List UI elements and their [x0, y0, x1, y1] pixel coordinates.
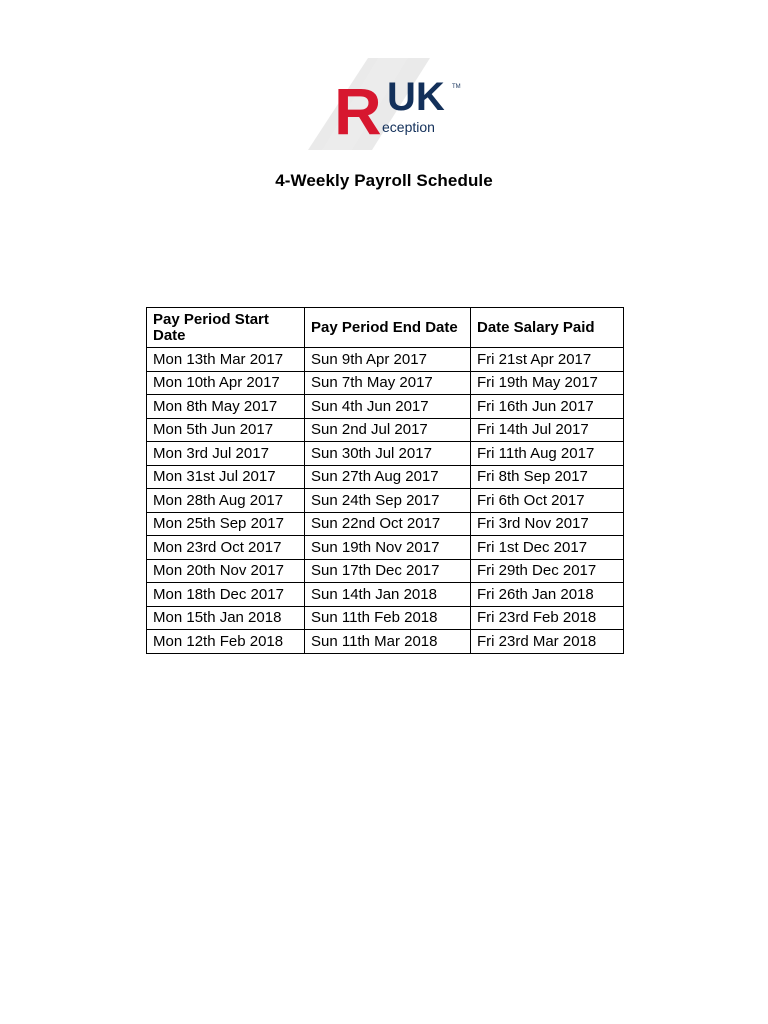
table-header-row: [147, 308, 624, 348]
table-row: [147, 512, 624, 536]
svg-text:TM: TM: [452, 84, 461, 90]
start-date-cell: Mon 28th Aug 2017: [147, 489, 305, 513]
end-date-cell: Sun 30th Jul 2017: [305, 442, 471, 466]
table-row: [147, 489, 624, 513]
table-row: [147, 465, 624, 489]
column-header-salary-paid: Date Salary Paid: [471, 308, 624, 348]
end-date-cell: Sun 19th Nov 2017: [305, 536, 471, 560]
start-date-cell: Mon 10th Apr 2017: [147, 371, 305, 395]
salary-paid-cell: Fri 23rd Feb 2018: [471, 606, 624, 630]
start-date-cell: Mon 13th Mar 2017: [147, 348, 305, 372]
table-row: [147, 418, 624, 442]
end-date-cell: Sun 9th Apr 2017: [305, 348, 471, 372]
end-date-cell: Sun 17th Dec 2017: [305, 559, 471, 583]
svg-text:UK: UK: [387, 75, 445, 119]
start-date-cell: Mon 3rd Jul 2017: [147, 442, 305, 466]
column-header-end-date: Pay Period End Date: [305, 308, 471, 348]
start-date-cell: Mon 18th Dec 2017: [147, 583, 305, 607]
start-date-cell: Mon 20th Nov 2017: [147, 559, 305, 583]
salary-paid-cell: Fri 1st Dec 2017: [471, 536, 624, 560]
start-date-cell: Mon 12th Feb 2018: [147, 630, 305, 654]
svg-text:eception: eception: [382, 119, 435, 135]
salary-paid-cell: Fri 26th Jan 2018: [471, 583, 624, 607]
end-date-cell: Sun 22nd Oct 2017: [305, 512, 471, 536]
start-date-cell: Mon 5th Jun 2017: [147, 418, 305, 442]
table-row: [147, 606, 624, 630]
table-row: [147, 442, 624, 466]
table-row: [147, 395, 624, 419]
salary-paid-cell: Fri 16th Jun 2017: [471, 395, 624, 419]
salary-paid-cell: Fri 11th Aug 2017: [471, 442, 624, 466]
end-date-cell: Sun 14th Jan 2018: [305, 583, 471, 607]
start-date-cell: Mon 25th Sep 2017: [147, 512, 305, 536]
table-row: [147, 348, 624, 372]
table-row: [147, 371, 624, 395]
salary-paid-cell: Fri 21st Apr 2017: [471, 348, 624, 372]
page-title: 4-Weekly Payroll Schedule: [275, 171, 493, 190]
start-date-cell: Mon 8th May 2017: [147, 395, 305, 419]
table-row: [147, 536, 624, 560]
payroll-schedule-table: [146, 307, 624, 654]
start-date-cell: Mon 31st Jul 2017: [147, 465, 305, 489]
end-date-cell: Sun 11th Feb 2018: [305, 606, 471, 630]
end-date-cell: Sun 7th May 2017: [305, 371, 471, 395]
salary-paid-cell: Fri 19th May 2017: [471, 371, 624, 395]
ruk-reception-logo-icon: [308, 58, 468, 150]
table-row: [147, 583, 624, 607]
end-date-cell: Sun 2nd Jul 2017: [305, 418, 471, 442]
salary-paid-cell: Fri 6th Oct 2017: [471, 489, 624, 513]
end-date-cell: Sun 27th Aug 2017: [305, 465, 471, 489]
end-date-cell: Sun 11th Mar 2018: [305, 630, 471, 654]
svg-text:R: R: [334, 74, 382, 148]
column-header-start-date: Pay Period Start Date: [147, 308, 305, 348]
salary-paid-cell: Fri 29th Dec 2017: [471, 559, 624, 583]
table-row: [147, 630, 624, 654]
salary-paid-cell: Fri 23rd Mar 2018: [471, 630, 624, 654]
salary-paid-cell: Fri 8th Sep 2017: [471, 465, 624, 489]
table-row: [147, 559, 624, 583]
company-logo: [308, 58, 468, 150]
end-date-cell: Sun 4th Jun 2017: [305, 395, 471, 419]
end-date-cell: Sun 24th Sep 2017: [305, 489, 471, 513]
start-date-cell: Mon 23rd Oct 2017: [147, 536, 305, 560]
salary-paid-cell: Fri 3rd Nov 2017: [471, 512, 624, 536]
start-date-cell: Mon 15th Jan 2018: [147, 606, 305, 630]
salary-paid-cell: Fri 14th Jul 2017: [471, 418, 624, 442]
